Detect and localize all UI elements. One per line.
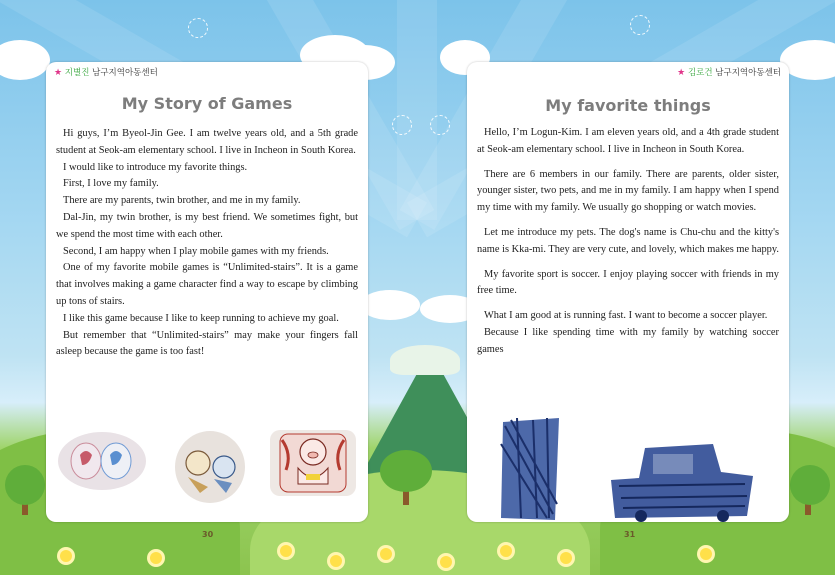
left-page (46, 62, 368, 522)
left-paragraph: I would like to introduce my favorite things. (63, 161, 248, 173)
flower (560, 552, 572, 564)
left-paragraph: I like this game because I like to keep running to achieve my goal. (63, 312, 339, 324)
dandelion-seed-icon (392, 115, 412, 135)
right-paragraph: My favorite sport is soccer. I enjoy playing soccer with friends in my free time. (477, 268, 779, 297)
flower (280, 545, 292, 557)
left-page-number: 30 (202, 530, 214, 539)
left-author-tag (54, 66, 158, 78)
right-author-name: 김로건 (687, 68, 713, 78)
star-icon: ★ (677, 68, 686, 78)
left-paragraph: Hi guys, I’m Byeol-Jin Gee. I am twelve years old, and a 5th grade student at Seok-am elementary school. I live in Incheon in South Korea. (56, 128, 358, 156)
flower (700, 548, 712, 560)
left-paragraph: Second, I am happy when I play mobile games with my friends. (63, 245, 329, 257)
tree (380, 450, 432, 492)
left-page-title: My Story of Games (121, 94, 293, 113)
dandelion-seed-icon (188, 18, 208, 38)
right-author-tag (677, 66, 781, 78)
game-characters-drawing-icon (174, 429, 246, 505)
left-paragraph: One of my favorite mobile games is “Unlimited-stairs”. It is a game that involves making a game character find a way to escape by climbing up tons of stairs. (56, 262, 358, 307)
star-icon: ★ (54, 68, 63, 78)
right-page-number: 31 (624, 530, 636, 539)
right-body-text (477, 125, 779, 359)
left-paragraph: But remember that “Unlimited-stairs” may make your fingers fall asleep because the game is too fast! (56, 329, 358, 358)
flower (380, 548, 392, 560)
left-body-text (56, 126, 358, 361)
dandelion-seed-icon (630, 15, 650, 35)
left-paragraph: Dal-Jin, my twin brother, is my best friend. We sometimes fight, but we spend the most time with each other. (56, 211, 358, 240)
tree (5, 465, 45, 505)
cloud (360, 290, 420, 320)
flower (150, 552, 162, 564)
pig-character-drawing-icon (268, 428, 358, 498)
cloud (0, 40, 50, 80)
flower (440, 556, 452, 568)
right-page (467, 62, 789, 522)
right-paragraph: Hello, I’m Logun-Kim. I am eleven years old, and a 4th grade student at Seok-am elementary school. I live in Incheon in South Korea. (477, 127, 779, 155)
flower (330, 555, 342, 567)
tree (790, 465, 830, 505)
two-faces-drawing-icon (56, 429, 148, 493)
left-author-name: 지별진 (64, 68, 90, 78)
dandelion-seed-icon (430, 115, 450, 135)
flower (60, 550, 72, 562)
right-paragraph: Let me introduce my pets. The dog's name is Chu-chu and the kitty's name is Kka-mi. They are very cute, and lovely, which makes me happy. (477, 226, 779, 255)
mountain-snow (390, 345, 460, 375)
right-page-title: My favorite things (545, 96, 711, 115)
left-paragraph: There are my parents, twin brother, and me in my family. (63, 195, 301, 207)
blue-car-drawing-icon (609, 442, 759, 522)
left-paragraph: First, I love my family. (63, 178, 159, 190)
left-center-name: 남구지역아동센터 (92, 68, 158, 78)
blue-scribble-drawing-icon (497, 414, 565, 524)
flower (500, 545, 512, 557)
right-paragraph: What I am good at is running fast. I want to become a soccer player. (484, 310, 768, 322)
right-paragraph: There are 6 members in our family. There are parents, older sister, younger sister, two pets, and me in my family. I am happy when I spend my time with my family. We usually go shopping or watch movies. (477, 168, 779, 214)
right-center-name: 남구지역아동센터 (715, 68, 781, 78)
right-paragraph: Because I like spending time with my family by watching soccer games (477, 326, 779, 355)
